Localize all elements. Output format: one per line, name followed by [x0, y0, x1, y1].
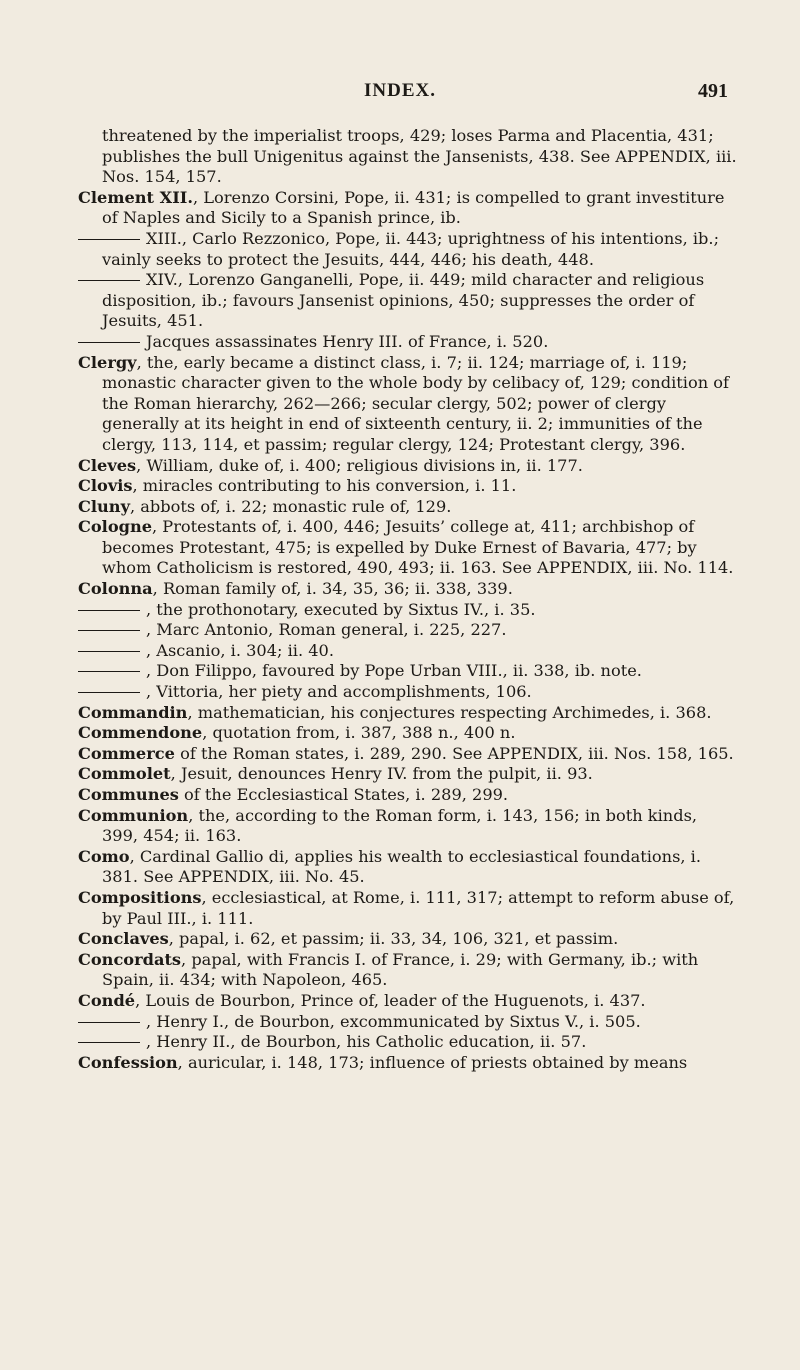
running-title: INDEX.: [364, 80, 436, 101]
index-entry: Cologne, Protestants of, i. 400, 446; Jesuits’ college at, 411; archbishop of becomes Protestant, 475; is expelled by Duke Ernest of Bavaria, 477; by whom Catholicism is restored, 490, 493; ii. 163. See APPENDIX, iii. No. 114.: [78, 517, 734, 578]
entry-heading: Condé: [78, 990, 136, 1010]
entry-heading: Colonna: [78, 579, 153, 599]
index-subentry: , Don Filippo, favoured by Pope Urban VIII., ii. 338, ib. note.: [78, 661, 738, 682]
index-subentry: , Henry I., de Bourbon, excommunicated by Sixtus V., i. 505.: [78, 1012, 738, 1033]
ditto-dash: [78, 651, 140, 652]
ditto-dash: [78, 671, 140, 672]
index-entry: Como, Cardinal Gallio di, applies his wealth to ecclesiastical foundations, i. 381. See APPENDIX, iii. No. 45.: [78, 846, 702, 887]
ditto-dash: [78, 280, 140, 281]
index-entries: [78, 126, 738, 1073]
entry-heading: Cluny: [78, 496, 130, 516]
ditto-dash: [78, 692, 140, 693]
index-entry: Cleves, William, duke of, i. 400; religious divisions in, ii. 177.: [78, 455, 583, 475]
index-entry: Clovis, miracles contributing to his conversion, i. 11.: [78, 476, 517, 496]
index-entry: Concordats, papal, with Francis I. of France, i. 29; with Germany, ib.; with Spain, ii. 434; with Napoleon, 465.: [78, 949, 699, 990]
index-entry: Cluny, abbots of, i. 22; monastic rule of, 129.: [78, 496, 452, 516]
entry-heading: Compositions: [78, 887, 202, 907]
entry-heading: Clement XII.: [78, 187, 193, 207]
entry-heading: Communion: [78, 805, 189, 825]
index-entry: Commolet, Jesuit, denounces Henry IV. from the pulpit, ii. 93.: [78, 764, 593, 784]
index-entry: threatened by the imperialist troops, 429; loses Parma and Placentia, 431; publishes the bull Unigenitus against the Jansenists, 438. See APPENDIX, iii. Nos. 154, 157.: [102, 126, 737, 187]
entry-heading: Concordats: [78, 949, 182, 969]
ditto-dash: [78, 610, 140, 611]
index-entry: Clergy, the, early became a distinct class, i. 7; ii. 124; marriage of, i. 119; monastic character given to the whole body by celibacy of, 129; condition of the Roman hierarchy, 262—266; secular clergy, 502; power of clergy generally at its height in end of sixteenth century, ii. 2; immunities of the clergy, 113, 114, et passim; regular clergy, 124; Protestant clergy, 396.: [78, 352, 729, 454]
index-entry: Conclaves, papal, i. 62, et passim; ii. 33, 34, 106, 321, et passim.: [78, 929, 619, 949]
index-subentry: , Vittoria, her piety and accomplishments, 106.: [78, 682, 738, 703]
index-entry: Condé, Louis de Bourbon, Prince of, leader of the Huguenots, i. 437.: [78, 990, 646, 1010]
ditto-dash: [78, 239, 140, 240]
entry-heading: Confession: [78, 1052, 178, 1072]
index-entry: Confession, auricular, i. 148, 173; influence of priests obtained by means: [78, 1052, 688, 1072]
ditto-dash: [78, 1022, 140, 1023]
index-subentry: , the prothonotary, executed by Sixtus IV., i. 35.: [78, 600, 738, 621]
ditto-dash: [78, 342, 140, 343]
index-subentry: , Ascanio, i. 304; ii. 40.: [78, 641, 738, 662]
index-entry: Commerce of the Roman states, i. 289, 290. See APPENDIX, iii. Nos. 158, 165.: [78, 743, 734, 763]
index-subentry: Jacques assassinates Henry III. of France, i. 520.: [78, 332, 738, 353]
entry-heading: Cologne: [78, 517, 153, 537]
entry-heading: Conclaves: [78, 929, 169, 949]
ditto-dash: [78, 630, 140, 631]
entry-heading: Clovis: [78, 476, 133, 496]
entry-heading: Commerce: [78, 743, 175, 763]
entry-heading: Commandin: [78, 702, 188, 722]
entry-heading: Communes: [78, 785, 179, 804]
index-entry: Communes of the Ecclesiastical States, i. 289, 299.: [78, 785, 509, 804]
index-entry: Commandin, mathematician, his conjectures respecting Archimedes, i. 368.: [78, 702, 712, 722]
index-entry: Clement XII., Lorenzo Corsini, Pope, ii. 431; is compelled to grant investiture of Naples and Sicily to a Spanish prince, ib.: [78, 187, 725, 228]
index-entry: Colonna, Roman family of, i. 34, 35, 36; ii. 338, 339.: [78, 579, 513, 599]
index-subentry: , Henry II., de Bourbon, his Catholic education, ii. 57.: [78, 1032, 738, 1053]
entry-heading: Commolet: [78, 764, 171, 784]
index-subentry: XIII., Carlo Rezzonico, Pope, ii. 443; uprightness of his intentions, ib.; vainly seeks to protect the Jesuits, 444, 446; his death, 448.: [78, 229, 738, 270]
index-entry: Compositions, ecclesiastical, at Rome, i. 111, 317; attempt to reform abuse of, by Paul III., i. 111.: [78, 887, 735, 928]
entry-heading: Commendone: [78, 723, 203, 743]
entry-heading: Como: [78, 846, 130, 866]
ditto-dash: [78, 1042, 140, 1043]
page-header: [0, 80, 800, 110]
page-number: 491: [698, 80, 728, 102]
index-subentry: XIV., Lorenzo Ganganelli, Pope, ii. 449; mild character and religious disposition, ib.; favours Jansenist opinions, 450; suppresses the order of Jesuits, 451.: [78, 270, 738, 332]
entry-heading: Clergy: [78, 352, 137, 372]
index-subentry: , Marc Antonio, Roman general, i. 225, 227.: [78, 620, 738, 641]
entry-heading: Cleves: [78, 455, 137, 475]
index-entry: Commendone, quotation from, i. 387, 388 n., 400 n.: [78, 723, 516, 743]
index-entry: Communion, the, according to the Roman form, i. 143, 156; in both kinds, 399, 454; ii. 163.: [78, 805, 698, 846]
